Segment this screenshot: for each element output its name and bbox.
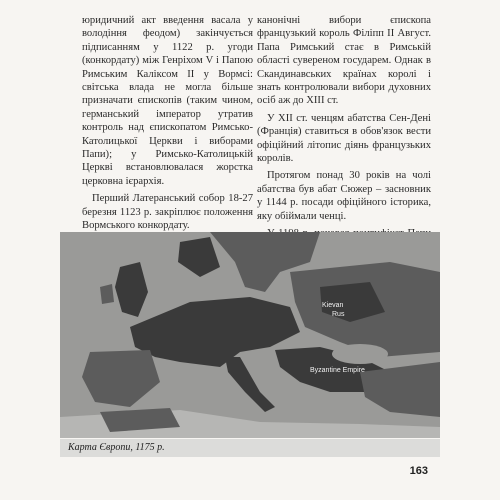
paragraph: У XII ст. ченцям абатства Сен-Дені (Франція) ставиться в обов'язок вести офіційний літопис діянь французьких королів. [257,112,431,165]
map-graphic [60,232,440,438]
map-label-kiev: Kievan [322,302,344,309]
paragraph: юридичний акт введення васала у володіння феодом) закінчується підписанням у 1122 р. угоди (конкордату) між Генріхом V і Папою Римським Каліксом II у Вормсі: світська влада не могла більше призначати єпископів (таким чином, германський імператор утратив контроль над єпископатом Римсько-Католицької Церкви і виборами Папи); у Римсько-Католицькій Церкві встановлювалася жорстка церковна ієрархія. [82,15,253,187]
paragraph: канонічні вибори єпископа французький король Філіпп II Август. Папа Римський стає в Римській області сувереном государем. Однак в Скандинавських країнах королі і знать контролювали вибори духовних осіб аж до XIII ст. [257,15,431,107]
europe-map [60,232,440,438]
map-caption: Карта Європи, 1175 р. [60,439,440,457]
map-label-byzantine: Byzantine Empire [310,367,365,374]
paragraph: Перший Латеранський собор 18-27 березня 1123 р. закріплює положення Вормського конкордату. [82,193,253,232]
map-label-rus: Rus [332,311,345,318]
page-number: 163 [409,465,428,477]
paragraph: Протягом понад 30 років на чолі абатства був абат Сюжер – засновник у 1144 р. посади офіційного історика, яку обіймали ченці. [257,170,431,222]
